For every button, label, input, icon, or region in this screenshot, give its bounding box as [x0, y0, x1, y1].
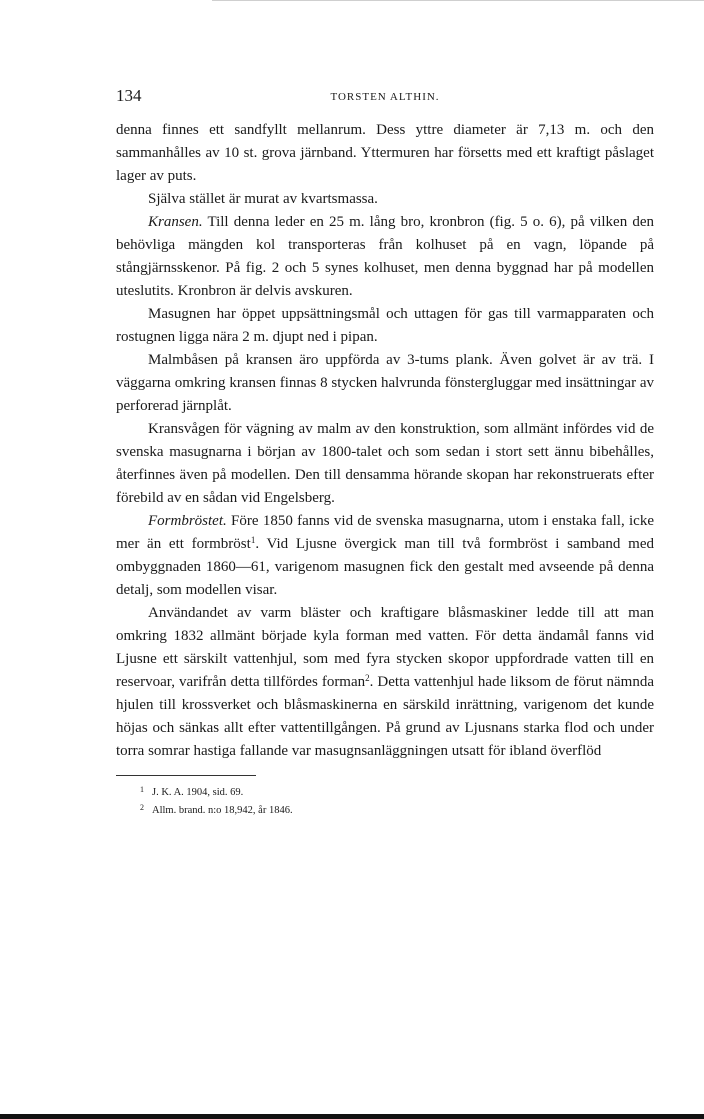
footnote-ref: 1 — [250, 535, 256, 545]
paragraph: denna finnes ett sandfyllt mellanrum. Dess yttre diameter är 7,13 m. och den sammanhålles av 10 st. grova järnband. Yttermuren har försetts med ett kraftigt påslaget lager av puts. — [116, 122, 654, 184]
paragraph: Masugnen har öppet uppsättningsmål och uttagen för gas till varmapparaten och rostugnen ligga nära 2 m. djupt ned i pipan. — [116, 306, 654, 345]
footnote — [116, 782, 654, 800]
paragraph — [116, 602, 654, 763]
footnote-ref: 2 — [365, 673, 370, 683]
footnote-mark: 2 — [140, 803, 144, 812]
footnote-divider — [116, 775, 256, 776]
page-header — [116, 86, 654, 114]
section-label: Formbröstet. — [148, 513, 227, 529]
paragraph: Malmbåsen på kransen äro uppförda av 3-tums plank. Även golvet är av trä. I väggarna omkring kransen finnas 8 stycken halvrunda fönstergluggar med insättningar av perforerad järnplåt. — [116, 352, 654, 414]
body-text — [116, 119, 654, 763]
footnotes — [116, 782, 654, 818]
book-page — [116, 86, 654, 818]
paragraph-text: . Vid Ljusne övergick man till två formbröst i samband med ombyggnaden 1860—61, varigenom masugnen fick den gestalt med avseende på denna detalj, som modellen visar. — [116, 536, 654, 598]
scan-edge-top — [212, 0, 704, 1]
footnote-text: Allm. brand. n:o 18,942, år 1846. — [152, 805, 293, 816]
paragraph — [116, 211, 654, 303]
footnote-text: J. K. A. 1904, sid. 69. — [152, 787, 244, 798]
paragraph-text: Före 1850 fanns vid de svenska masugnarna, utom i enstaka fall, icke mer än ett formbröst — [116, 513, 654, 552]
page-number: 134 — [116, 86, 142, 105]
paragraph-text: Användandet av varm bläster och kraftigare blåsmaskiner ledde till att man omkring 1832 allmänt började kyla forman med vatten. För detta ändamål fanns vid Ljusne ett särskilt vattenhjul, som med fyra stycken skopor uppfordrade vatten till en reservoar, varifrån detta tillfördes forman — [116, 605, 654, 690]
paragraph-text: Till denna leder en 25 m. lång bro, kronbron (fig. 5 o. 6), på vilken den behövliga mängden kol transporteras från kolhuset på en vagn, löpande på stångjärnsskenor. På fig. 2 och 5 synes kolhuset, men denna byggnad har på modellen uteslutits. Kronbron är delvis avskuren. — [116, 214, 654, 299]
paragraph-text: . Detta vattenhjul hade liksom de förut nämnda hjulen till krossverket och blåsmaskinerna en särskild inrättning, varigenom det kunde höjas och sänkas allt efter vattentillgången. På grund av Ljusnans starka flod och under torra somrar hastiga fallande var masugnsanläggningen utsatt för ibland överflöd — [116, 674, 654, 759]
running-head: TORSTEN ALTHIN. — [330, 91, 440, 103]
footnote — [116, 800, 654, 818]
scan-edge-bottom — [0, 1114, 704, 1119]
paragraph: Kransvågen för vägning av malm av den konstruktion, som allmänt infördes vid de svenska masugnarna i början av 1800-talet och som sedan i stort sett ännu bibehålles, återfinnes även på modellen. Den till densamma hörande skopan har rekonstruerats efter förebild av en sådan vid Engelsberg. — [116, 421, 654, 506]
paragraph: Själva stället är murat av kvartsmassa. — [148, 191, 378, 207]
paragraph — [116, 510, 654, 602]
footnote-mark: 1 — [140, 785, 144, 794]
section-label: Kransen. — [148, 214, 203, 230]
